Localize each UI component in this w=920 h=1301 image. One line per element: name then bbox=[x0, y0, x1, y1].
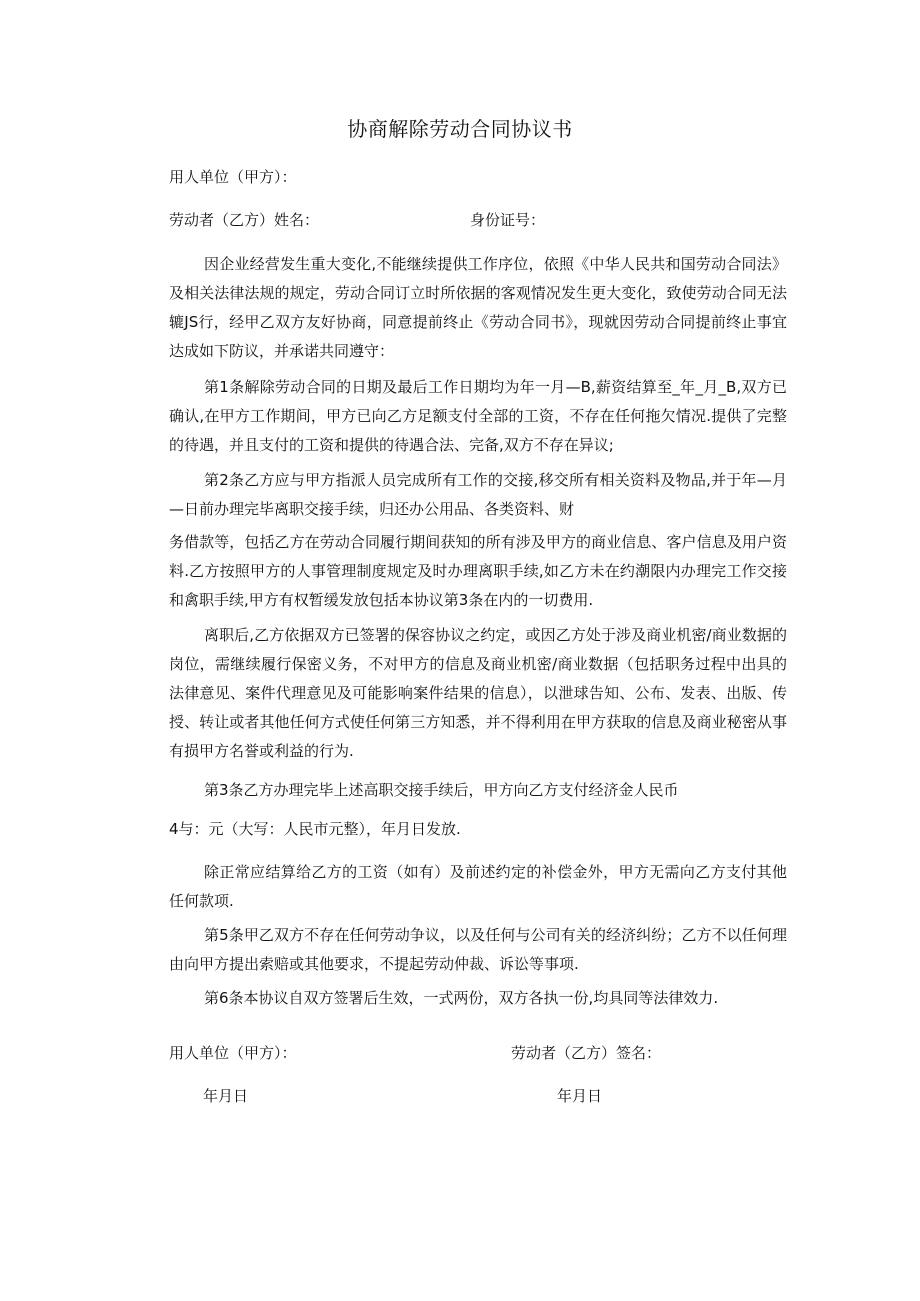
signature-date-a: 年月日 bbox=[203, 1087, 249, 1105]
party-b-name-label: 劳动者（乙方）姓名： bbox=[169, 211, 320, 229]
id-number-label: 身份证号： bbox=[470, 211, 546, 229]
article-3-paragraph: 第3条乙方办理完毕上述高职交接手续后，甲方向乙方支付经济金人民币 bbox=[204, 781, 679, 799]
article-2-continuation: 务借款等，包括乙方在劳动合同履行期间获知的所有涉及甲方的商业信息、客户信息及用户资料.乙方按照甲方的人事管理制度规定及时办理离职手续,如乙方未在约潮限内办理完工作交接和禽职手续,甲方有权暂缓发放包括本协议第3条在内的一切费用. bbox=[169, 533, 787, 609]
page-title: 协商解除劳动合同协议书 bbox=[347, 117, 573, 141]
article-1-paragraph: 第1条解除劳动合同的日期及最后工作日期均为年一月—B,薪资结算至_年_月_B,双方已确认,在甲方工作期间，甲方已向乙方足额支付全部的工资，不存在任何拖欠情况.提供了完整的待遇，并且支付的工资和提供的待遇合法、完备,双方不存在异议; bbox=[169, 378, 787, 454]
party-a-label: 用人单位（甲方）： bbox=[169, 168, 297, 186]
article-6-paragraph: 第6条本协议自双方签署后生效，一式两份，双方各执一份,均具同等法律效力. bbox=[204, 989, 719, 1007]
signature-party-a-label: 用人单位（甲方）： bbox=[169, 1044, 297, 1062]
signature-date-b: 年月日 bbox=[557, 1087, 603, 1105]
confidentiality-paragraph: 离职后,乙方依据双方已签署的保容协议之约定，或因乙方处于涉及商业机密/商业数据的岗位，需继续履行保密义务，不对甲方的信息及商业机密/商业数据（包括职务过程中出具的法律意见、案件代理意见及可能影响案件结果的信息），以泄球告知、公布、发表、出版、传授、转让或者其他任何方式使任何第三方知悉，并不得利用在甲方获取的信息及商业秘密从事有损甲方名誉或利益的行为. bbox=[169, 626, 787, 760]
article-5-paragraph: 第5条甲乙双方不存在任何劳动争议，以及任何与公司有关的经济纠纷；乙方不以任何理由向甲方提出索赔或其他要求，不提起劳动仲裁、诉讼等事项. bbox=[169, 926, 787, 973]
article-2-paragraph: 第2条乙方应与甲方指派人员完成所有工作的交接,移交所有相关资料及物品,并于年—月—日前办理完毕离职交接手续，归还办公用品、各类资料、财 bbox=[169, 471, 787, 518]
intro-paragraph: 因企业经营发生重大变化,不能继续提供工作序位，依照《中华人民共和国劳动合同法》及相关法律法规的规定，劳动合同订立时所依据的客观情况发生更大变化，致使劳动合同无法辘JS行，经甲乙双方友好协商，同意提前终止《劳动合同书》，现就因劳动合同提前终止事宜达成如下防议，并承诺共同遵守： bbox=[169, 255, 787, 360]
article-4-paragraph: 除正常应结算给乙方的工资（如有）及前述约定的补偿金外，甲方无需向乙方支付其他任何款项. bbox=[169, 863, 787, 910]
article-3-amount: 4与：元（大写：人民市元整），年月日发放. bbox=[169, 820, 461, 838]
signature-party-b-label: 劳动者（乙方）签名： bbox=[511, 1044, 662, 1062]
